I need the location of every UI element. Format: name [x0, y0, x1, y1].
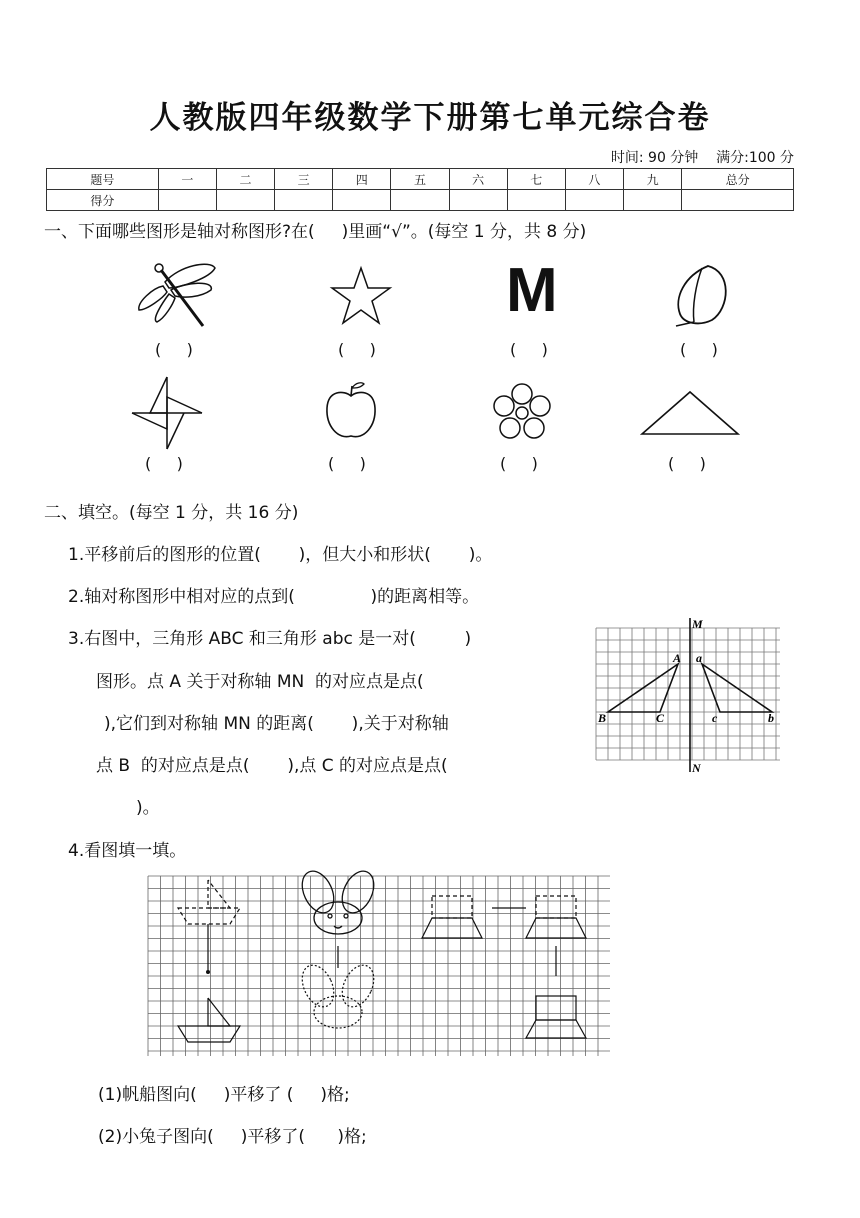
score-input-cell[interactable] — [216, 190, 274, 211]
question-1: 1.平移前后的图形的位置( )，但大小和形状( )。 — [68, 545, 493, 565]
question-4: 4.看图填一填。 — [68, 841, 187, 861]
score-input-cell[interactable] — [682, 190, 794, 211]
score-cell: 五 — [391, 169, 449, 190]
label-b: b — [768, 711, 774, 725]
leaf-icon — [672, 262, 732, 328]
answer-paren[interactable]: ( ) — [338, 340, 376, 359]
label-m: M — [692, 617, 703, 631]
score-cell: 二 — [216, 169, 274, 190]
question-2: 2.轴对称图形中相对应的点到( )的距离相等。 — [68, 587, 480, 607]
question-4-sub-2: (2)小兔子图向( )平移了( )格; — [98, 1127, 367, 1147]
score-row-label: 得分 — [47, 190, 159, 211]
pinwheel-icon — [130, 375, 204, 451]
score-cell: 九 — [624, 169, 682, 190]
score-input-cell[interactable] — [507, 190, 565, 211]
score-cell: 六 — [449, 169, 507, 190]
section2-heading: 二、填空。(每空 1 分，共 16 分) — [44, 503, 299, 523]
label-c: c — [712, 711, 718, 725]
score-table — [46, 168, 794, 211]
apple-icon — [324, 380, 378, 442]
score-table-score-row — [47, 190, 794, 211]
score-input-cell[interactable] — [565, 190, 623, 211]
page-title: 人教版四年级数学下册第七单元综合卷 — [149, 100, 711, 136]
score-input-cell[interactable] — [624, 190, 682, 211]
question-3-line-4: 点 B 的对应点是点( ),点 C 的对应点是点( — [96, 756, 448, 776]
score-input-cell[interactable] — [391, 190, 449, 211]
question-3-line-3: ),它们到对称轴 MN 的距离( ),关于对称轴 — [104, 714, 449, 734]
dragonfly-icon — [135, 260, 225, 332]
answer-paren[interactable]: ( ) — [510, 340, 548, 359]
question-3-line-5: )。 — [136, 798, 160, 818]
score-cell: 题号 — [47, 169, 159, 190]
answer-paren[interactable]: ( ) — [155, 340, 193, 359]
score-cell: 一 — [158, 169, 216, 190]
symmetry-grid-diagram — [594, 616, 784, 774]
translation-grid-diagram — [148, 876, 612, 1058]
triangle-icon — [640, 390, 740, 436]
label-B: B — [598, 711, 607, 725]
answer-paren[interactable]: ( ) — [145, 454, 183, 473]
star-icon — [330, 266, 392, 326]
label-C: C — [656, 711, 665, 725]
score-input-cell[interactable] — [158, 190, 216, 211]
score-cell: 总分 — [682, 169, 794, 190]
answer-paren[interactable]: ( ) — [328, 454, 366, 473]
score-table-header-row — [47, 169, 794, 190]
score-cell: 七 — [507, 169, 565, 190]
score-cell: 八 — [565, 169, 623, 190]
question-4-sub-1: (1)帆船图向( )平移了 ( )格; — [98, 1085, 350, 1105]
exam-meta: 时间: 90 分钟 满分:100 分 — [610, 150, 794, 166]
flower-icon — [490, 382, 554, 444]
label-n: N — [692, 761, 701, 775]
answer-paren[interactable]: ( ) — [680, 340, 718, 359]
section1-heading: 一、下面哪些图形是轴对称图形?在( )里画“√”。(每空 1 分，共 8 分) — [44, 222, 587, 242]
score-input-cell[interactable] — [275, 190, 333, 211]
score-input-cell[interactable] — [333, 190, 391, 211]
answer-paren[interactable]: ( ) — [500, 454, 538, 473]
label-A: A — [673, 651, 682, 665]
score-cell: 四 — [333, 169, 391, 190]
answer-paren[interactable]: ( ) — [668, 454, 706, 473]
question-3-line-1: 3.右图中，三角形 ABC 和三角形 abc 是一对( ) — [68, 629, 472, 649]
label-a: a — [696, 651, 702, 665]
letter-m-icon: M — [506, 256, 558, 325]
score-cell: 三 — [275, 169, 333, 190]
question-3-line-2: 图形。点 A 关于对称轴 MN 的对应点是点( — [96, 672, 424, 692]
score-input-cell[interactable] — [449, 190, 507, 211]
